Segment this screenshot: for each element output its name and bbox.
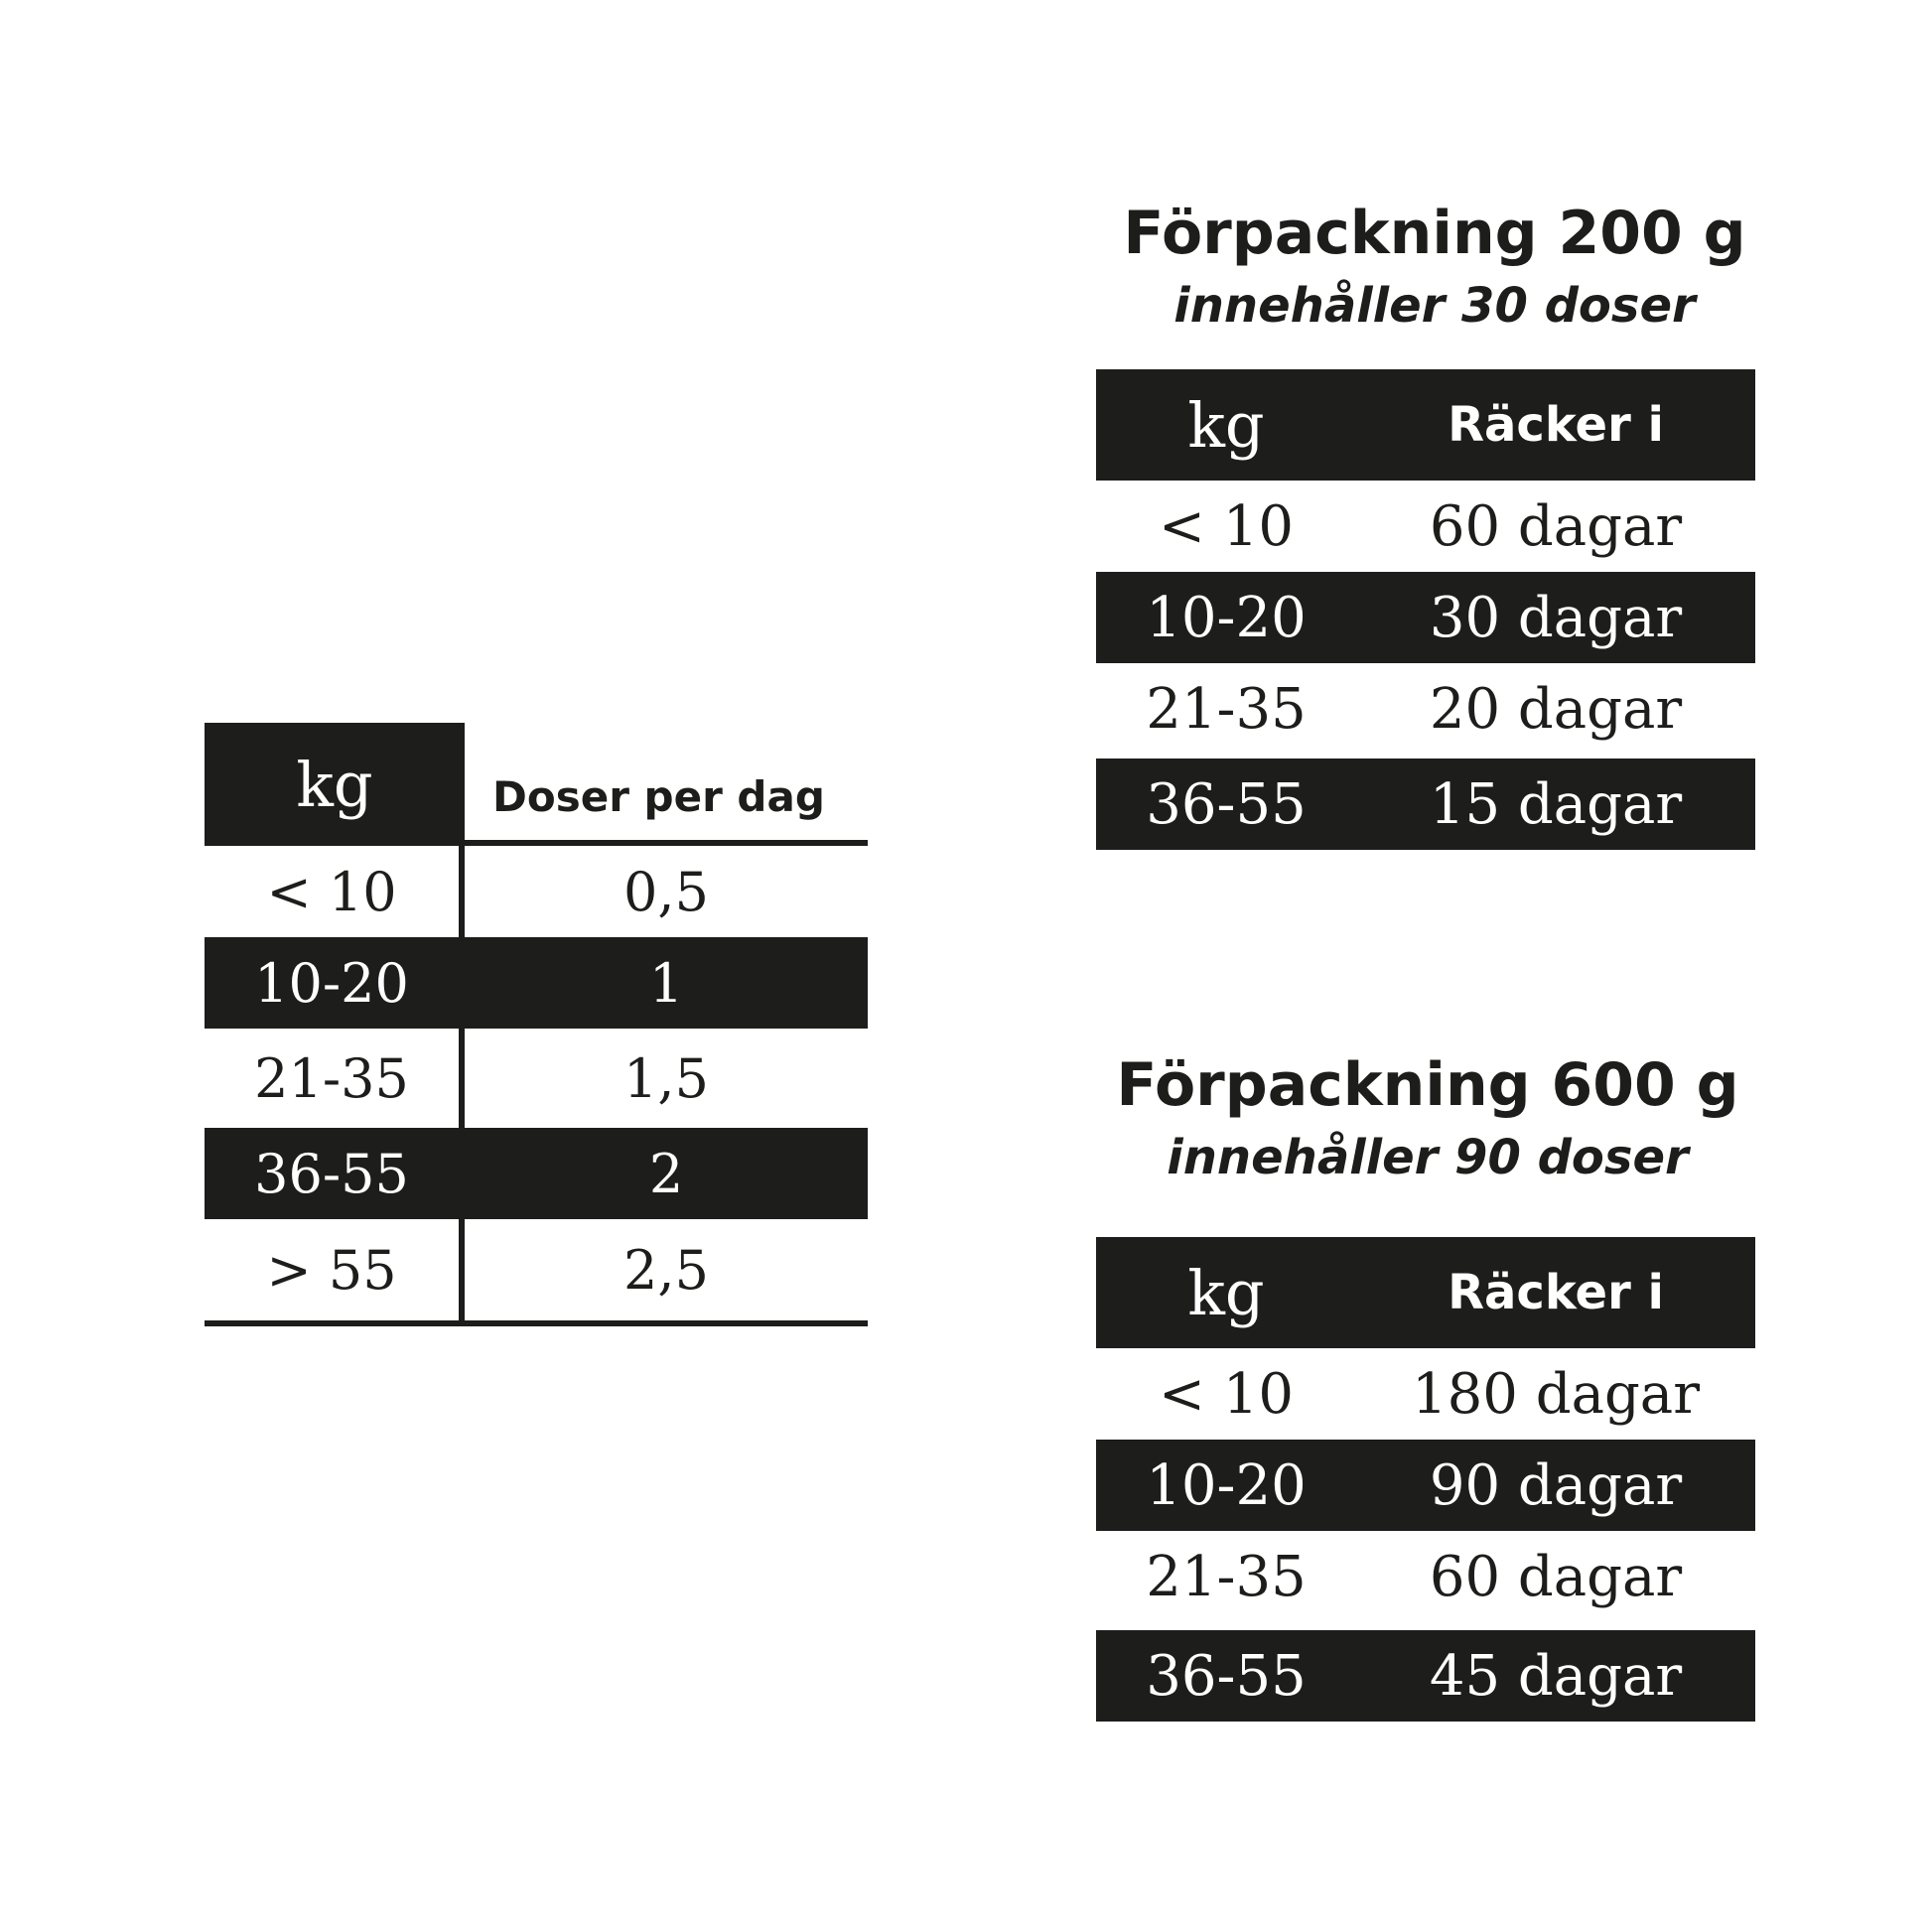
- dosage-value-cell: 2,5: [623, 1238, 709, 1302]
- package-table-header: [1096, 369, 1755, 481]
- dosage-table: [205, 723, 868, 1328]
- package-row: [1096, 572, 1755, 663]
- package-lasts-cell: 90 dagar: [1429, 1452, 1683, 1518]
- package-lasts-cell: 30 dagar: [1429, 585, 1683, 650]
- column-divider: [459, 846, 465, 937]
- dosage-kg-cell: 10-20: [254, 951, 409, 1015]
- dosage-value-cell: 2: [648, 1142, 684, 1205]
- dosage-header-doses: Doser per dag: [492, 772, 825, 821]
- package-kg-cell: 21-35: [1146, 676, 1307, 742]
- package-row: [1096, 481, 1755, 572]
- header-lasts: Räcker i: [1448, 1265, 1664, 1320]
- package-lasts-cell: 20 dagar: [1429, 676, 1683, 742]
- header-lasts: Räcker i: [1448, 397, 1664, 453]
- header-kg: kg: [1187, 1256, 1265, 1329]
- dosage-kg-cell: > 55: [266, 1238, 397, 1302]
- dosage-value-cell: 1,5: [623, 1046, 709, 1110]
- dosage-row: [205, 1128, 868, 1219]
- package-200-table: [1096, 369, 1755, 852]
- package-row: [1096, 1440, 1755, 1531]
- package-kg-cell: 10-20: [1146, 585, 1307, 650]
- dosage-value-cell: 0,5: [623, 860, 709, 923]
- dosage-bottom-rule: [205, 1320, 868, 1326]
- package-kg-cell: 10-20: [1146, 1452, 1307, 1518]
- package-table-header: [1096, 1237, 1755, 1348]
- package-lasts-cell: 60 dagar: [1429, 493, 1683, 559]
- package-600-subtitle: innehåller 90 doser: [1167, 1130, 1689, 1185]
- package-row: [1096, 1531, 1755, 1622]
- dosage-kg-cell: 21-35: [254, 1046, 409, 1110]
- package-row: [1096, 663, 1755, 755]
- package-200-title: Förpackning 200 g: [1123, 199, 1746, 268]
- dosage-kg-cell: < 10: [266, 860, 397, 923]
- header-kg: kg: [1187, 388, 1265, 462]
- package-lasts-cell: 180 dagar: [1412, 1361, 1700, 1427]
- package-lasts-cell: 60 dagar: [1429, 1544, 1683, 1609]
- dosage-row: [205, 846, 868, 937]
- package-kg-cell: 36-55: [1146, 1643, 1307, 1709]
- dosage-row: [205, 937, 868, 1029]
- package-row: [1096, 1348, 1755, 1440]
- dosage-kg-cell: 36-55: [254, 1142, 409, 1205]
- package-kg-cell: < 10: [1159, 1361, 1294, 1427]
- dosage-row: [205, 1219, 868, 1320]
- column-divider: [459, 1219, 465, 1320]
- package-lasts-cell: 45 dagar: [1429, 1643, 1683, 1709]
- dosage-header-kg: kg: [205, 723, 465, 846]
- package-kg-cell: 21-35: [1146, 1544, 1307, 1609]
- package-row: [1096, 759, 1755, 850]
- package-kg-cell: 36-55: [1146, 771, 1307, 837]
- package-row: [1096, 1630, 1755, 1722]
- dosage-row: [205, 1029, 868, 1128]
- package-600-table: [1096, 1237, 1755, 1722]
- package-kg-cell: < 10: [1159, 493, 1294, 559]
- package-200-subtitle: innehåller 30 doser: [1173, 278, 1696, 334]
- package-600-title: Förpackning 600 g: [1116, 1050, 1739, 1120]
- column-divider: [459, 1029, 465, 1128]
- dosage-value-cell: 1: [648, 951, 684, 1015]
- package-lasts-cell: 15 dagar: [1429, 771, 1683, 837]
